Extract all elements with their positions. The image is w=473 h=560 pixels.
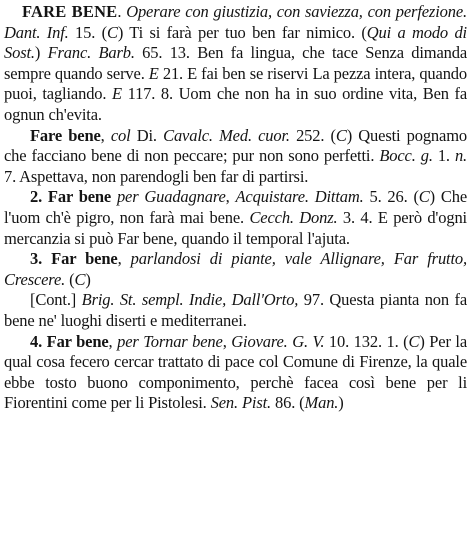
text-run: 252. ( <box>289 125 336 145</box>
italic-run: Sen. Pist. <box>210 393 272 413</box>
entry-fare-bene-main <box>4 2 467 126</box>
entry-far-bene-4 <box>4 332 467 414</box>
italic-run: parlandosi di piante, vale Allignare, Far frutto, Crescere. <box>4 249 468 289</box>
italic-run: C <box>106 22 118 42</box>
italic-run: per Tornar bene <box>117 331 223 351</box>
text-run: , <box>117 249 131 269</box>
text-run: 3. 4. E però d'ogni mercanzia si può Far bene, quando il temporal l'ajuta. <box>4 207 467 248</box>
text-run: ) Questi pognamo che facciano bene di non peccare; pur non sono perfetti. <box>4 125 467 166</box>
text-run: ) Ti si farà per tuo ben far nimico. ( <box>117 22 367 42</box>
italic-run: C <box>74 269 86 289</box>
text-run: 1. <box>432 146 455 166</box>
italic-run: Franc. Barb. <box>47 43 135 63</box>
text-run: 65. 13. Ben fa lingua, che tace Senza dimanda sempre quando serve. <box>4 43 467 83</box>
text-run: , <box>100 125 111 145</box>
text-run: ) <box>34 43 48 63</box>
text-run: . <box>117 2 127 21</box>
text-run: 10. 132. 1. ( <box>324 331 409 351</box>
italic-run: C <box>335 125 347 145</box>
text-run: 15. ( <box>68 22 107 42</box>
text-run: , <box>108 331 118 351</box>
italic-run: E <box>148 63 159 83</box>
text-run: , <box>222 331 232 351</box>
text-run: 7. Aspettava, non parendogli ben far di partirsi. <box>4 166 309 186</box>
text-run: [Cont.] <box>30 290 82 310</box>
italic-run: Brig. St. sempl. Indie, Dall'Orto, <box>81 290 299 310</box>
text-run: , <box>225 187 236 207</box>
entry-far-bene-3 <box>4 249 467 290</box>
text-run: 5. 26. ( <box>363 187 419 207</box>
italic-run: Acquistare. Dittam. <box>235 187 364 207</box>
italic-run: C <box>408 331 420 351</box>
headword: 4. Far bene <box>30 331 109 351</box>
italic-run: Cecch. Donz. <box>249 207 338 227</box>
entry-far-bene-2 <box>4 187 467 249</box>
italic-run: Qui a modo di Sost. <box>4 22 467 63</box>
italic-run: Bocc. g. <box>379 146 433 166</box>
entry-far-bene-cont <box>4 290 467 331</box>
italic-run: Giovare. G. V. <box>231 331 325 351</box>
italic-run: col <box>110 125 131 145</box>
headword: FARE BENE <box>22 2 118 21</box>
text-run: 97. Questa pianta non fa bene ne' luoghi diserti e mediterranei. <box>4 290 467 330</box>
headword: 3. Far bene <box>30 249 118 269</box>
italic-run: Man. <box>304 393 339 413</box>
text-run: ( <box>65 269 75 289</box>
text-run: ) Che l'uom ch'è pigro, non farà mai bene. <box>4 187 467 227</box>
text-run: 86. ( <box>271 393 305 413</box>
text-run: ) <box>338 393 344 413</box>
italic-run: E <box>112 84 122 104</box>
italic-run: per Guadagnare <box>116 187 226 207</box>
text-run: 21. E fai ben se riservi La pezza intera, quando puoi, tagliando. <box>4 63 468 104</box>
headword: Fare bene <box>30 125 101 145</box>
text-run: Di. <box>130 125 164 145</box>
italic-run: Cavalc. Med. cuor. <box>163 125 290 145</box>
italic-run: C <box>418 187 430 207</box>
text-run: 117. 8. Uom che non ha in suo ordine vita, Ben fa ognun ch'evita. <box>4 84 468 124</box>
italic-run: n. <box>454 146 468 166</box>
entry-fare-bene-col <box>4 126 467 188</box>
headword: 2. Far bene <box>30 187 112 207</box>
text-run: ) <box>85 269 91 289</box>
italic-run: Operare con giustizia, con saviezza, con perfezione. Dant. Inf. <box>4 2 467 42</box>
text-run: ) Per la qual cosa fecero cercar trattato di pace col Comune di Firenze, la quale ebbe tosto buono componimento, perchè facea così bene per li Fiorentini come per li Pistolesi. <box>4 331 468 413</box>
